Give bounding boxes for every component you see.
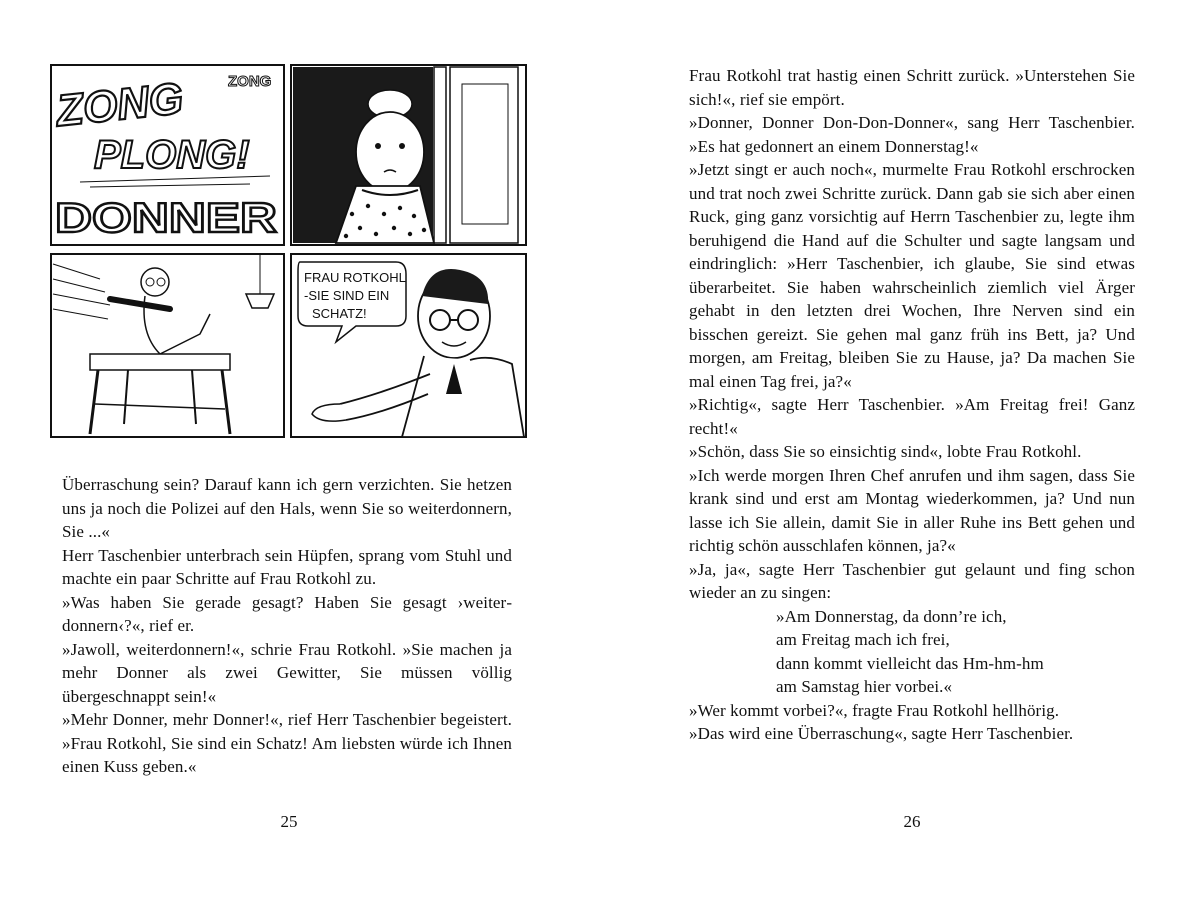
page-number-left: 25	[280, 812, 298, 831]
comic-panel-sound-effects	[51, 65, 284, 245]
paragraph: »Schön, dass Sie so einsichtig sind«, lobte Frau Rotkohl.	[689, 442, 1082, 461]
paragraph: »Ich werde morgen Ihren Chef anrufen und ihm sagen, dass Sie krank sind und erst am Montag wiederkommen, ja? Und nun lasse ich Sie allein, damit Sie in aller Ruhe ins Bett gehen und richtig schön ausschlafen können, ja?«	[689, 465, 1135, 555]
comic-illustration	[50, 64, 527, 438]
song-verse	[689, 605, 1135, 699]
speech-line-1: FRAU ROTKOHL	[304, 270, 406, 285]
paragraph: »Jawoll, weiterdonnern!«, schrie Frau Rotkohl. »Sie machen ja mehr Donner als zwei Gewitter, Sie müssen völlig übergeschnappt sein!«	[62, 639, 512, 706]
verse-line: am Freitag mach ich frei,	[776, 630, 950, 649]
paragraph: »Mehr Donner, mehr Donner!«, rief Herr Taschenbier begeistert. »Frau Rotkohl, Sie sind ein Schatz! Am liebsten würde ich Ihnen einen Kuss geben.«	[62, 710, 512, 776]
comic-panel-taschenbier-chair	[51, 254, 284, 437]
paragraph: »Was haben Sie gerade gesagt? Haben Sie gesagt ›weiterdonnern‹?«, rief er.	[62, 592, 512, 635]
page-number-right: 26	[903, 812, 921, 831]
paragraph: »Donner, Donner Don-Don-Donner«, sang Herr Taschenbier. »Es hat gedonnert an einem Donnerstag!«	[689, 113, 1135, 156]
sfx-zong-small: ZONG	[228, 73, 272, 90]
sfx-donner: DONNER	[55, 194, 277, 241]
paragraph: Überraschung sein? Darauf kann ich gern verzichten. Sie hetzen uns ja noch die Polizei auf den Hals, wenn Sie so weiterdonnern, Sie ...«	[62, 475, 512, 541]
left-page-text	[62, 473, 512, 779]
paragraph: »Das wird eine Überraschung«, sagte Herr Taschenbier.	[689, 724, 1074, 743]
sfx-zong: ZONG	[53, 73, 186, 136]
paragraph: »Ja, ja«, sagte Herr Taschenbier gut gelaunt und fing schon wieder an zu singen:	[689, 559, 1135, 602]
verse-line: »Am Donnerstag, da donn’re ich,	[776, 606, 1007, 626]
paragraph: »Wer kommt vorbei?«, fragte Frau Rotkohl hellhörig.	[689, 700, 1060, 720]
verse-line: am Samstag hier vorbei.«	[776, 677, 953, 696]
speech-line-2: -SIE SIND EIN	[304, 288, 390, 303]
paragraph: Herr Taschenbier unterbrach sein Hüpfen, sprang vom Stuhl und machte ein paar Schritte auf Frau Rotkohl zu.	[62, 545, 512, 588]
comic-panel-frau-rotkohl	[291, 65, 526, 245]
sfx-plong: PLONG!	[94, 133, 250, 177]
right-page-text	[689, 64, 1135, 746]
verse-line: dann kommt vielleicht das Hm-hm-hm	[776, 653, 1044, 673]
comic-panel-taschenbier-speech	[291, 254, 526, 437]
speech-line-3: SCHATZ!	[312, 306, 367, 321]
paragraph: Frau Rotkohl trat hastig einen Schritt zurück. »Unterstehen Sie sich!«, rief sie empört.	[689, 66, 1135, 109]
paragraph: »Richtig«, sagte Herr Taschenbier. »Am Freitag frei! Ganz recht!«	[689, 395, 1135, 438]
paragraph: »Jetzt singt er auch noch«, murmelte Frau Rotkohl erschrocken und trat noch zwei Schritte zurück. Dann gab sie sich aber einen Ruck, ging ganz vorsichtig auf Herrn Taschenbier zu, legte ihm beruhigend die Hand auf die Schulter und sagte langsam und eindringlich: »Herr Taschenbier, ich glaube, Sie sind etwas überarbeitet. Sie haben wahrscheinlich ziemlich viel Ärger gehabt in den letzten drei Wochen, Ihre Nerven sind ein bisschen gereizt. Sie gehen mal ganz früh ins Bett, ja? Und morgen, am Freitag, bleiben Sie zu Hause, ja? Da machen Sie mal einen Tag frei, ja?«	[689, 160, 1135, 391]
